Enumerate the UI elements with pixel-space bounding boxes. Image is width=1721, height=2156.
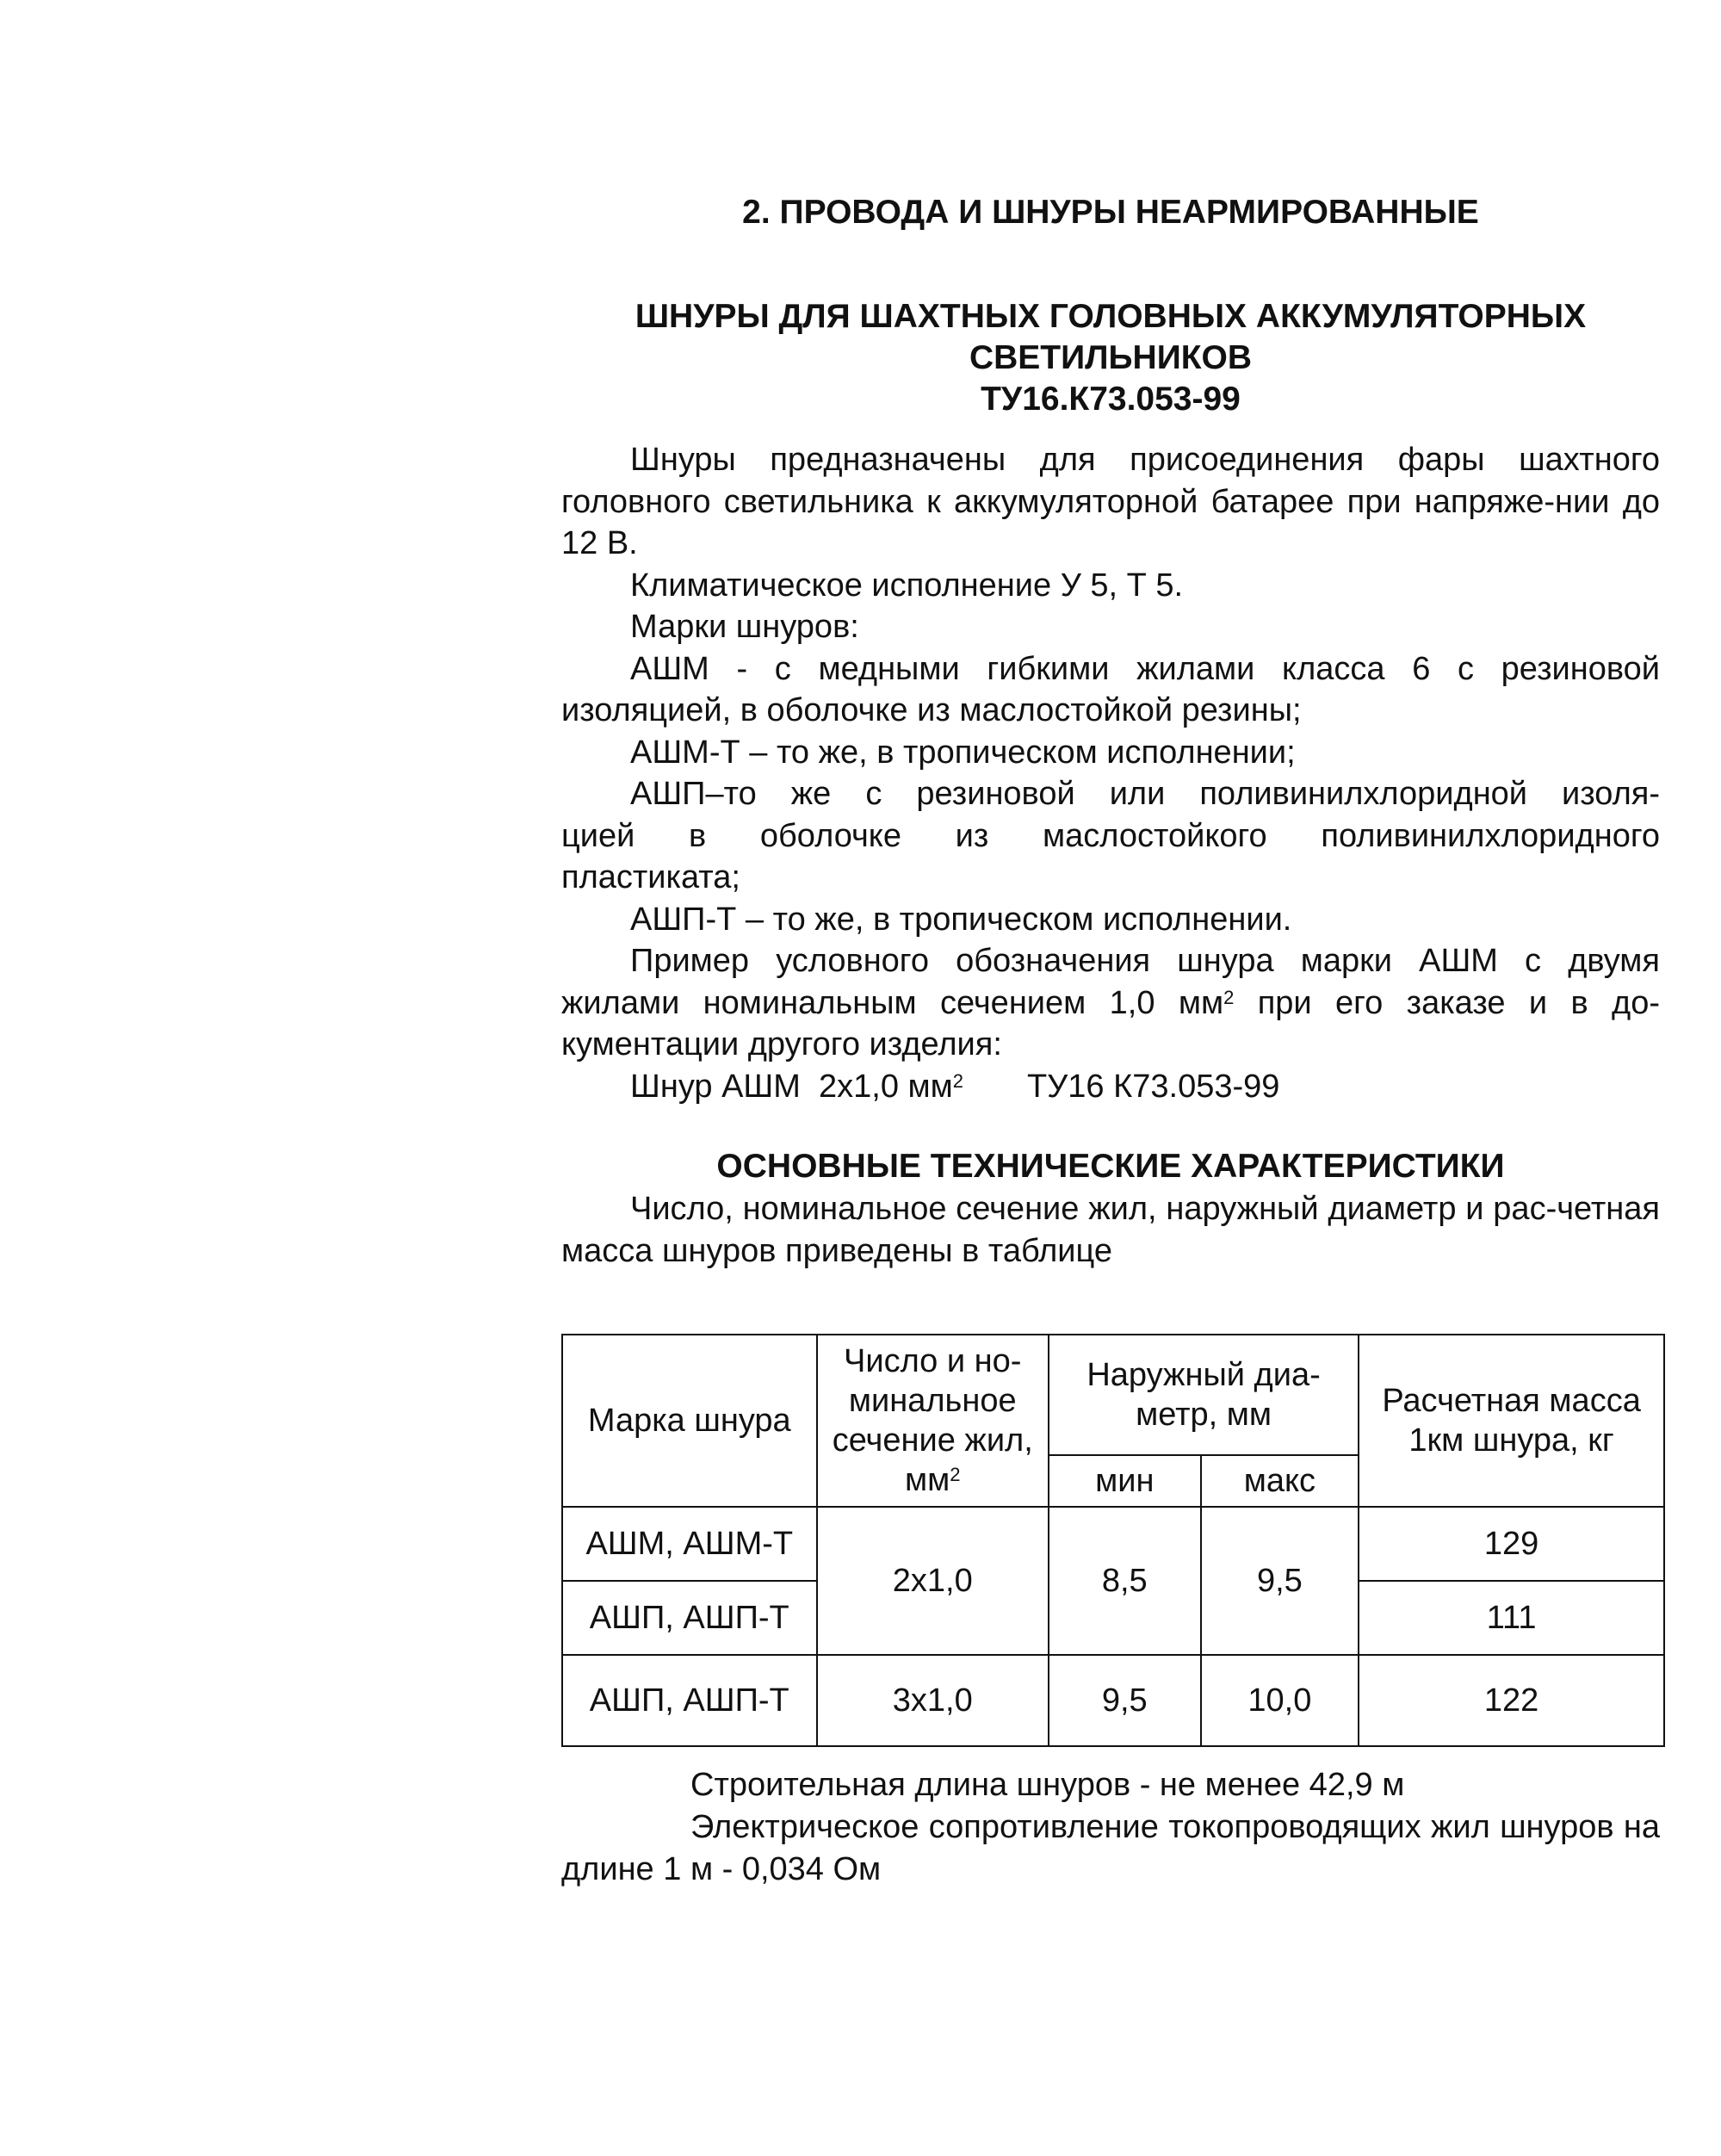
intro-paragraph-brands-label: Марки шнуров: (630, 609, 859, 645)
product-heading-spec: ТУ16.К73.053-99 (981, 381, 1241, 418)
intro-paragraph-example (561, 940, 1660, 1066)
section-heading: 2. ПРОВОДА И ШНУРЫ НЕАРМИРОВАННЫЕ (742, 194, 1479, 231)
intro-text (561, 439, 1660, 1107)
header-min: мин (1049, 1455, 1201, 1507)
intro-paragraph-ashp-t: АШП-Т – то же, в тропическом исполнении. (630, 901, 1292, 938)
table-row (562, 1507, 1664, 1581)
designation-text: Шнур АШМ 2х1,0 мм (630, 1068, 953, 1105)
intro-paragraph-climate: Климатическое исполнение У 5, Т 5. (630, 567, 1184, 604)
cell-mass: 111 (1359, 1581, 1664, 1655)
document-page (561, 191, 1660, 1891)
electrical-resistance: Электрическое сопротивление токопроводящих жил шнуров на длине 1 м - 0,034 Ом (561, 1809, 1660, 1887)
cell-section: 3х1,0 (817, 1655, 1049, 1746)
intro-paragraph-ashm-t: АШМ-Т – то же, в тропическом исполнении; (630, 734, 1296, 771)
cell-brand: АШП, АШП-Т (562, 1655, 817, 1746)
designation-example (561, 1066, 1660, 1108)
cell-min: 8,5 (1049, 1507, 1201, 1655)
specs-intro-paragraph: Число, номинальное сечение жил, наружный диаметр и рас-четная масса шнуров приведены в таблице (561, 1191, 1660, 1269)
header-section-text: Число и но-минальное сечение жил, мм (832, 1343, 1033, 1498)
after-table-text (561, 1764, 1660, 1891)
header-section (817, 1335, 1049, 1507)
intro-paragraph-ashm: АШМ - с медными гибкими жилами класса 6 с резиновой изоляцией, в оболочке из маслостойкой резины; (561, 650, 1660, 728)
designation-superscript: 2 (952, 1069, 964, 1092)
table-row (562, 1655, 1664, 1746)
designation-spec: ТУ16 К73.053-99 (963, 1068, 1280, 1105)
specs-heading: ОСНОВНЫЕ ТЕХНИЧЕСКИЕ ХАРАКТЕРИСТИКИ (716, 1148, 1505, 1185)
specs-text (561, 1188, 1660, 1272)
header-brand: Марка шнура (562, 1335, 817, 1507)
cell-mass: 129 (1359, 1507, 1664, 1581)
cell-section: 2х1,0 (817, 1507, 1049, 1655)
product-heading-line1: ШНУРЫ ДЛЯ ШАХТНЫХ ГОЛОВНЫХ АККУМУЛЯТОРНЫХ (635, 298, 1587, 335)
intro-paragraph-ashp-line1: АШП–то же с резиновой или поливинилхлоридной изоля- (630, 776, 1660, 812)
header-mass: Расчетная масса 1км шнура, кг (1359, 1335, 1664, 1507)
table-header-row (562, 1335, 1664, 1455)
header-diameter: Наружный диа-метр, мм (1049, 1335, 1359, 1455)
example-text-end: при его заказе и в до-кументации другого изделия: (561, 984, 1660, 1063)
construction-length: Строительная длина шнуров - не менее 42,9 м (690, 1767, 1405, 1803)
header-section-superscript: 2 (950, 1464, 961, 1485)
cell-brand: АШП, АШП-Т (562, 1581, 817, 1655)
intro-paragraph-ashp-line2: цией в оболочке из маслостойкого поливинилхлоридного (561, 817, 1660, 854)
cell-max: 10,0 (1201, 1655, 1359, 1746)
cell-min: 9,5 (1049, 1655, 1201, 1746)
intro-paragraph-purpose: Шнуры предназначены для присоединения фары шахтного головного светильника к аккумуляторной батарее при напряже-нии до 12 В. (561, 442, 1660, 561)
specs-table (561, 1334, 1665, 1747)
product-heading (561, 296, 1660, 420)
header-max: макс (1201, 1455, 1359, 1507)
example-text: Пример условного обозначения шнура марки АШМ с двумя жилами номинальным сечением 1,0 мм (561, 943, 1660, 1021)
cell-max: 9,5 (1201, 1507, 1359, 1655)
product-heading-line2: СВЕТИЛЬНИКОВ (969, 339, 1253, 376)
intro-paragraph-ashp-line3: пластиката; (561, 859, 740, 895)
cell-brand: АШМ, АШМ-Т (562, 1507, 817, 1581)
cell-mass: 122 (1359, 1655, 1664, 1746)
example-superscript: 2 (1223, 986, 1235, 1008)
